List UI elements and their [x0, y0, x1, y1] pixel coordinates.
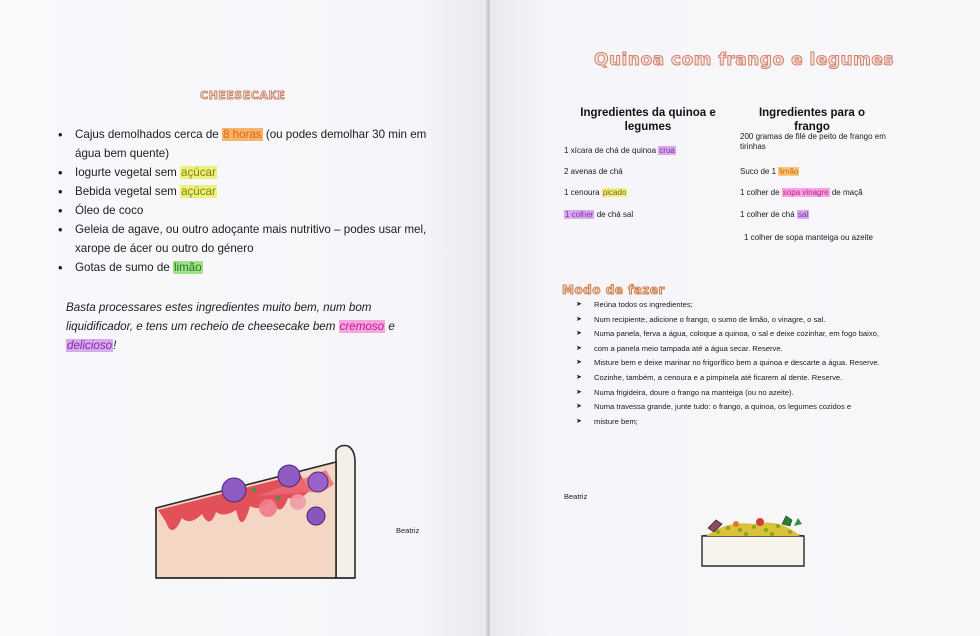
highlighted-text: 8 horas	[222, 128, 262, 141]
method-title: Modo de fazer	[562, 283, 665, 297]
highlighted-text: crua	[659, 146, 675, 155]
chicken-ingredients-heading: Ingredientes para o frango	[758, 107, 866, 133]
highlighted-text: delicioso	[67, 339, 113, 352]
method-step: ➤ Numa frigideira, doure o frango na manteiga (ou no azeite).	[576, 388, 916, 398]
text-segment: Iogurte vegetal sem	[75, 166, 181, 179]
method-step: ➤ misture bem;	[576, 417, 916, 427]
text-segment: 1 colher de sopa manteiga ou azeite	[744, 233, 873, 242]
signature-left: Beatriz	[396, 526, 420, 535]
text-segment: Suco de 1	[740, 167, 779, 176]
chicken-ingredient	[740, 188, 912, 198]
method-step: ➤ Reúna todos os ingredientes;	[576, 300, 916, 310]
method-step: ➤ Misture bem e deixe marinar no frigorífico bem a quinoa e descarte a água. Reserve.	[576, 358, 916, 368]
quinoa-ingredient	[564, 167, 734, 177]
chicken-ingredient	[740, 210, 912, 220]
ingredient-item	[58, 163, 430, 182]
highlighted-text: picado	[602, 188, 627, 197]
highlighted-text: sal	[797, 210, 809, 219]
text-segment: Basta processares estes ingredientes muito bem, num bom liquidificador, e tens um recheio de cheesecake bem	[66, 301, 372, 333]
text-segment: Óleo de coco	[75, 204, 144, 217]
ingredient-item	[58, 182, 430, 201]
quinoa-ingredients-heading: Ingredientes da quinoa e legumes	[580, 107, 716, 133]
text-segment: de maçã	[829, 188, 863, 197]
quinoa-ingredient	[564, 188, 734, 198]
method-step: ➤ com a panela meio tampada até a água secar. Reserve.	[576, 344, 916, 354]
text-segment: 200 gramas de filé de peito de frango em tirinhas	[740, 132, 886, 151]
text-segment: Geleia de agave, ou outro adoçante mais nutritivo – podes usar mel, xarope de ácer ou outro do género	[75, 223, 427, 255]
quinoa-ingredient	[564, 146, 734, 156]
ingredient-item	[58, 220, 430, 258]
quinoa-dish-drawing	[698, 510, 808, 572]
quinoa-title: Quinoa com frango e legumes	[594, 50, 895, 70]
ingredient-item	[58, 201, 430, 220]
highlighted-text: açúcar	[181, 166, 216, 179]
method-step: ➤ Cozinhe, também, a cenoura e a pimpinela até ficarem al dente. Reserve.	[576, 373, 916, 383]
text-segment: !	[113, 339, 117, 352]
cheesecake-ingredient-list	[58, 125, 430, 277]
text-segment: e	[385, 320, 395, 333]
left-page	[0, 0, 488, 636]
highlighted-text: limão	[173, 261, 202, 274]
quinoa-ingredient	[564, 210, 734, 220]
method-step-list	[576, 300, 916, 431]
text-segment: (ou podes demolhar 30 min em água bem quente)	[75, 128, 427, 160]
method-step: ➤ Numa panela, ferva a água, coloque a quinoa, o sal e deixe cozinhar, em fogo baixo,	[576, 329, 916, 339]
method-step: ➤ Numa travessa grande, junte tudo: o frango, a quinoa, os legumes cozidos e	[576, 402, 916, 412]
method-step: ➤ Num recipiente, adicione o frango, o sumo de limão, o vinagre, o sal.	[576, 315, 916, 325]
cheesecake-instructions	[66, 298, 426, 355]
text-segment: 2 avenas de chá	[564, 167, 623, 176]
text-segment: 1 colher de chá	[740, 210, 797, 219]
text-segment: 1 xícara de chá de quinoa	[564, 146, 659, 155]
cheesecake-title: CHEESECAKE	[200, 89, 286, 102]
text-segment: de chá sal	[594, 210, 634, 219]
text-segment: Cajus demolhados cerca de	[75, 128, 222, 141]
chicken-ingredient	[740, 132, 912, 152]
ingredient-item	[58, 125, 430, 163]
highlighted-text: limão	[779, 167, 799, 176]
text-segment: 1 cenoura	[564, 188, 602, 197]
highlighted-text: açúcar	[181, 185, 216, 198]
highlighted-text: cremoso	[339, 320, 385, 333]
right-page	[490, 0, 980, 636]
text-segment: 1 colher de	[740, 188, 782, 197]
text-segment: Bebida vegetal sem	[75, 185, 181, 198]
ingredient-item	[58, 258, 430, 277]
chicken-ingredient	[740, 167, 912, 177]
signature-right: Beatriz	[564, 492, 588, 501]
highlighted-text: sopa vinagre	[782, 188, 829, 197]
highlighted-text: 1 colher	[565, 210, 594, 219]
text-segment: Gotas de sumo de	[75, 261, 173, 274]
chicken-ingredient	[744, 233, 916, 243]
cheesecake-drawing	[150, 440, 365, 582]
